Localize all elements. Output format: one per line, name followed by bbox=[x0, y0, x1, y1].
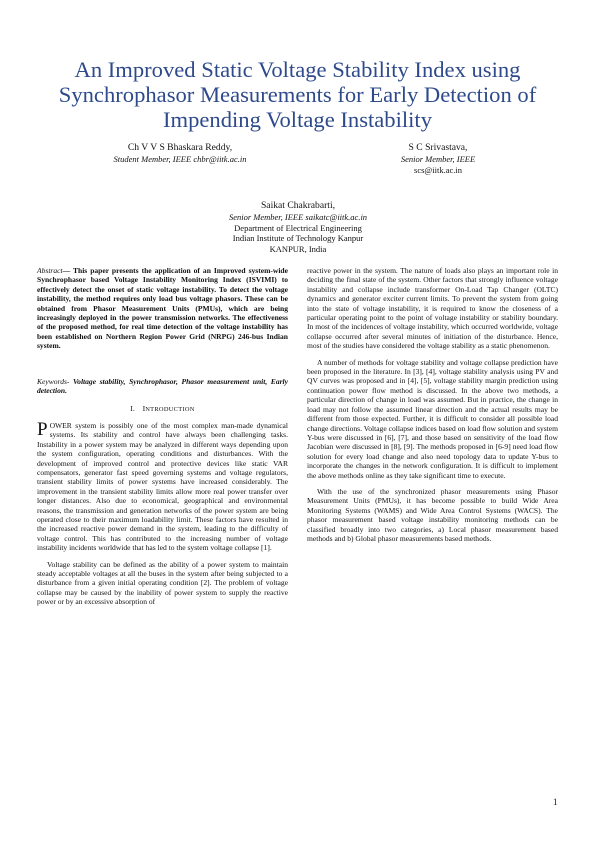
author-block-2 bbox=[318, 142, 558, 175]
author-block-1 bbox=[60, 142, 300, 165]
left-column bbox=[37, 266, 288, 607]
drop-cap: P bbox=[37, 418, 48, 440]
title-line-1: An Improved Static Voltage Stability Index using bbox=[74, 57, 521, 82]
section-title-rest: NTRODUCTION bbox=[145, 406, 195, 414]
author-affiliation: Student Member, IEEE chbr@iitk.ac.in bbox=[113, 154, 247, 164]
abstract-separator: — bbox=[62, 266, 73, 275]
abstract-label: Abstract bbox=[37, 266, 63, 275]
intro-paragraph-1-text: OWER system is possibly one of the most complex man-made dynamical systems. Its stability and control have always been challenging tasks. Instability in a power system may be analyzed in different ways depending upon the system configuration, operating conditions and disturbances. With the development of improved control and protective devices like static VAR compensators, generator fast speed governing systems and voltage regulators, transient stability limits of power systems have increased considerably. The improvement in the transient stability limits allow more real power transfer over longer distances. Also due to economical, geographical and environmental reasons, the transmission and generation networks of the power system are being operated close to their maximum loadability limit. These factors have resulted in the increased reactive power demand in the system, leading to the difficulty of voltage control. This has contributed to the increasing number of voltage instability incidents worldwide that has led to the system voltage collapse [1]. bbox=[37, 420, 288, 553]
author-name: Ch V V S Bhaskara Reddy, bbox=[127, 142, 233, 153]
author-name: Saikat Chakrabarti, bbox=[260, 200, 336, 211]
author-email: scs@iitk.ac.in bbox=[414, 164, 462, 175]
paper-title bbox=[30, 57, 565, 132]
keywords bbox=[37, 377, 288, 396]
abstract bbox=[37, 266, 288, 351]
right-paragraph-3: With the use of the synchronized phasor measurements using Phasor Measurement Units (PMUs), it has become possible to build Wide Area Monitoring Systems (WAMS) and Wide Area Control Systems (WACS). The phasor measurement based voltage instability monitoring methods can be classified broadly into two categories, a) Local phasor measurement based methods and b) Global phasor measurements based methods. bbox=[307, 486, 558, 543]
author-affiliation: Senior Member, IEEE bbox=[400, 154, 476, 164]
author-name: S C Srivastava, bbox=[408, 142, 468, 153]
author-block-3 bbox=[178, 200, 418, 254]
intro-paragraph-1 bbox=[37, 418, 288, 553]
keywords-label: Keywords- bbox=[37, 376, 70, 386]
author-location: KANPUR, India bbox=[269, 243, 327, 254]
section-number: I. bbox=[130, 404, 135, 414]
right-paragraph-2: A number of methods for voltage stability and voltage collapse prediction have been proposed in the literature. In [3], [4], voltage stability analysis using PV and QV curves was proposed and in [4], [5], voltage stability margin prediction using continuation power flow method is discussed. In the above two methods, a particular direction of change in load was assumed. But in practice, the change in load may not follow the assumed linear direction and the actual results may be different from those expected. Further, it is difficult to consider all possible load change directions. Voltage collapse indices based on load flow solution and system Y-bus were discussed in [6], [7], and those based on sensitivity of the load flow Jacobian were discussed in [8], [9]. The methods proposed in [6-9] need load flow solution for every load change and also need topology data to update Y-bus to incorporate the changes in the network configuration. It is difficult to implement the above methods online as they take significant time to execute. bbox=[307, 357, 558, 480]
title-line-2: Synchrophasor Measurements for Early Detection of bbox=[58, 82, 537, 107]
section-title-initial: I bbox=[142, 404, 146, 414]
section-heading-introduction bbox=[37, 404, 288, 414]
right-paragraph-1: reactive power in the system. The nature of loads also plays an important role in deciding the final state of the system. Other factors that strongly influence voltage instability and collapse include transformer On-Load Tap Changer (OLTC) dynamics and generator exciter current limits. To prevent the system from going into the state of voltage instability, it is required to know the closeness of a particular operating point to the point of voltage instability or stability boundary. In most of the incidences of voltage instability, which occurred worldwide, voltage collapse occurred after several minutes of initiation of the disturbance. Hence, most of the studies have considered the voltage stability as a static phenomenon. bbox=[307, 266, 558, 351]
abstract-text: This paper presents the application of an Improved system-wide Synchrophasor based Voltage Instability Monitoring Index (ISVIMI) to effectively detect the onset of static voltage instability. To detect the voltage instability, the method requires only load bus voltage phasors. These can be obtained from Phasor Measurement Units (PMUs), which are being increasingly deployed in the power transmission networks. The effectiveness of the proposed method, for real time detection of the voltage instability has been established on Northern Region Power Grid (NRPG) 246-bus Indian system. bbox=[37, 266, 288, 351]
page-number: 1 bbox=[553, 797, 558, 807]
title-line-3: Impending Voltage Instability bbox=[162, 107, 432, 132]
author-institute: Indian Institute of Technology Kanpur bbox=[232, 233, 364, 243]
right-column bbox=[307, 266, 558, 543]
keywords-text: Voltage stability, Synchrophasor, Phasor measurement unit, Early detection. bbox=[37, 376, 288, 396]
author-affiliation: Senior Member, IEEE saikatc@iitk.ac.in bbox=[228, 212, 368, 222]
intro-paragraph-2: Voltage stability can be defined as the ability of a power system to maintain steady acceptable voltages at all the buses in the system after being subjected to a disturbance from a given initial operating condition [2]. The problem of voltage collapse may be caused by the inability of power system to supply the reactive power or by an excessive absorption of bbox=[37, 559, 288, 607]
author-department: Department of Electrical Engineering bbox=[234, 222, 362, 233]
